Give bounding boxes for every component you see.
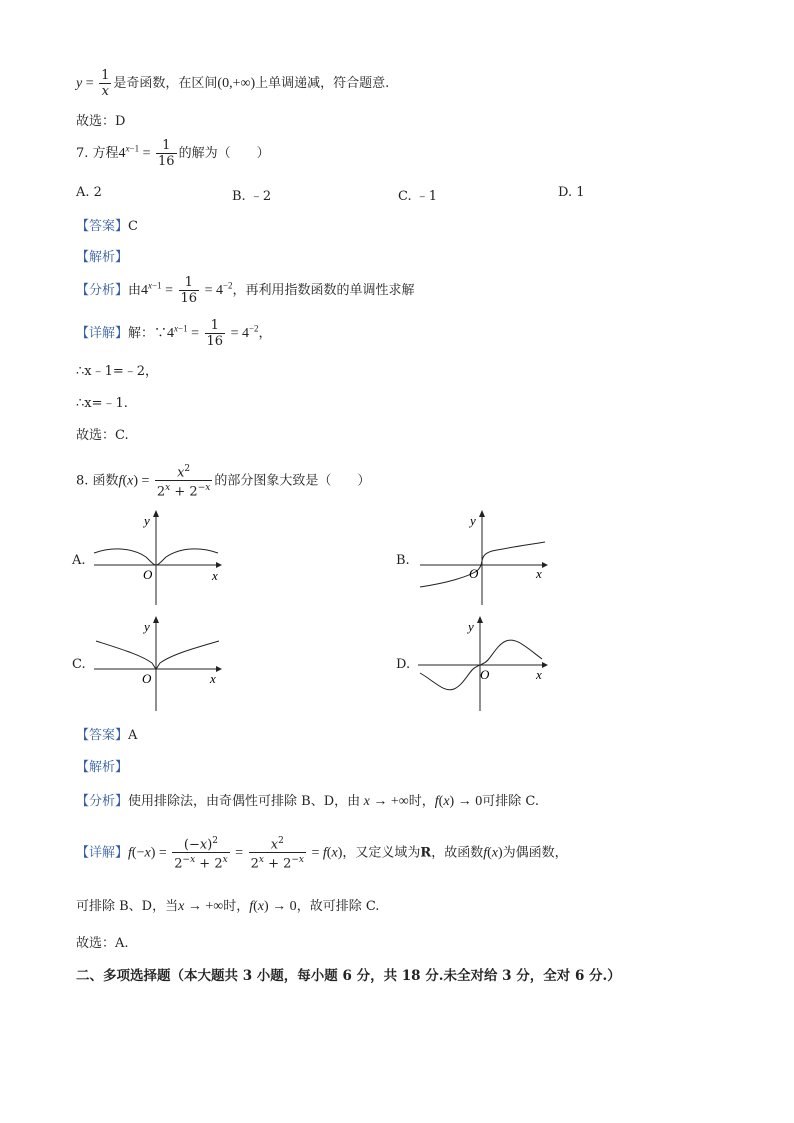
q7-detail: 【详解】解：$\because 4^{x-1}$ = $\frac{1}{16}$ = $4^{-2}$， <box>76 318 272 349</box>
q7-answer: 【答案】C <box>76 219 138 234</box>
graph-label-b: B. <box>396 553 410 568</box>
graph-c <box>86 611 226 713</box>
axis-y-label: y <box>468 619 474 634</box>
axis-x-label: x <box>212 568 218 583</box>
q8-step-1: 可排除 B、D，当x → +∞时，f(x) → 0，故可排除 C. <box>76 899 380 914</box>
q7-option-c: C. ﹣1 <box>398 189 438 204</box>
q7-step-1: ∴x﹣1=﹣2， <box>76 364 159 379</box>
question-7: 7. 方程$4^{x-1}$ = $\frac{1}{16}$ 的解为（ ） <box>76 138 270 169</box>
q8-answer: 【答案】A <box>76 728 138 743</box>
axis-y-label: y <box>470 513 476 528</box>
line-odd-function: y = $\frac{1}{x}$ 是奇函数，在区间(0,+∞)上单调递减，符合题意. <box>76 68 390 99</box>
axis-y-label: y <box>144 513 150 528</box>
choice-d-text: 故选：D <box>76 114 126 129</box>
origin-label: O <box>142 671 152 686</box>
graph-d <box>412 611 552 713</box>
origin-label: O <box>469 566 479 581</box>
q8-analysis-heading: 【解析】 <box>76 760 129 775</box>
q8-fenxi: 【分析】使用排除法，由奇偶性可排除 B、D，由 x → +∞时，f(x) → 0可排除 C. <box>76 794 539 809</box>
q7-analysis-heading: 【解析】 <box>76 250 129 265</box>
graph-b <box>412 505 552 607</box>
question-8: 8. 函数f(x) = $\frac{x^2}{2^x + 2^{-x}}$ 的部分图象大致是（ ） <box>76 464 371 500</box>
origin-label: O <box>480 667 490 682</box>
origin-label: O <box>143 567 153 582</box>
graph-label-c: C. <box>72 657 86 672</box>
q7-choice: 故选：C. <box>76 428 129 443</box>
q7-option-a: A. 2 <box>76 185 102 200</box>
section-2-heading: 二、多项选择题（本大题共 3 小题，每小题 6 分，共 18 分.未全对给 3 分，全对 6 分.） <box>76 968 621 984</box>
q7-option-d: D. 1 <box>558 185 585 200</box>
graph-label-a: A. <box>72 553 86 568</box>
axis-x-label: x <box>210 671 216 686</box>
axis-y-label: y <box>144 619 150 634</box>
q7-step-2: ∴x=﹣1. <box>76 396 128 411</box>
axis-x-label: x <box>536 566 542 581</box>
q8-detail: 【详解】f(−x) = $\frac{(-x)^2}{2^{-x} + 2^x}$ = $\frac{x^2}{2^x + 2^{-x}}$ = f(x)，又定义域为R，故函数f(x)为偶函数， <box>76 836 568 872</box>
graph-a <box>86 505 226 607</box>
q8-choice: 故选：A. <box>76 936 129 951</box>
q7-fenxi: 【分析】由$4^{x-1}$ = $\frac{1}{16}$ = $4^{-2}$，再利用指数函数的单调性求解 <box>76 275 415 306</box>
graph-label-d: D. <box>396 657 411 672</box>
q7-option-b: B. ﹣2 <box>232 189 272 204</box>
axis-x-label: x <box>536 667 542 682</box>
